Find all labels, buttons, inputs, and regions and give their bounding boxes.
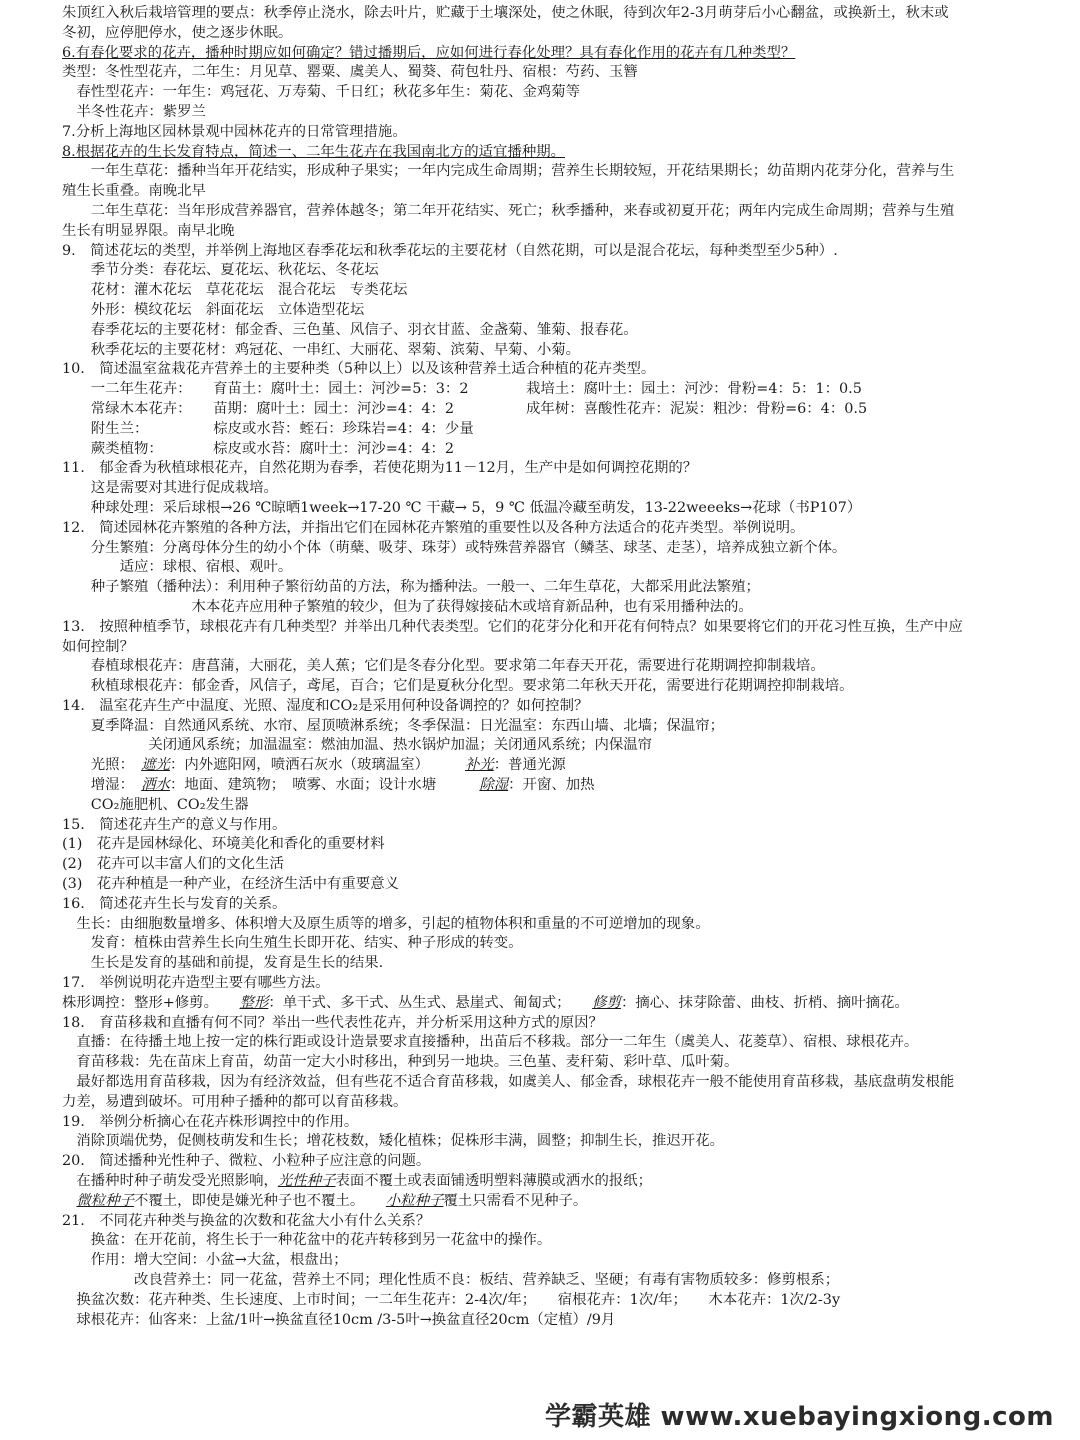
text-line [62, 539, 1057, 559]
text-line [62, 83, 1057, 103]
text-segment: (1) 花卉是园林绿化、环境美化和香化的重要材料 [62, 836, 385, 853]
text-line [62, 1311, 1057, 1331]
text-line [62, 835, 1057, 855]
text-segment: 19. 举例分析摘心在花卉株形调控中的作用。 [62, 1113, 359, 1130]
text-line [62, 301, 1057, 321]
text-line [62, 281, 1057, 301]
text-segment: ：内外遮阳网，喷洒石灰水（玻璃温室） [169, 757, 465, 774]
text-segment: 换盆：在开花前，将生长于一种花盆中的花卉转移到另一花盆中的操作。 [62, 1232, 552, 1249]
text-segment [62, 1193, 76, 1209]
text-segment: 15. 简述花卉生产的意义与作用。 [62, 816, 287, 833]
text-segment: ：单干式、多干式、丛生式、悬崖式、匍匐式； [268, 994, 593, 1011]
text-line [62, 242, 1057, 262]
text-line [62, 222, 1057, 242]
text-segment: 生长有明显界限。南早北晚 [62, 222, 235, 239]
text-segment: 不覆土，即使是嫌光种子也不覆土。 [133, 1192, 386, 1209]
emphasized-term: 遮光 [141, 757, 170, 774]
emphasized-term: 除湿 [479, 777, 509, 794]
text-line [62, 499, 1057, 519]
text-segment: 生长是发育的基础和前提，发育是生长的结果. [62, 955, 384, 972]
text-line [62, 1251, 1057, 1271]
text-line [62, 1212, 1057, 1232]
text-line [62, 519, 1057, 539]
text-line [62, 1231, 1057, 1251]
text-segment: 在播种时种子萌发受光照影响， [62, 1173, 278, 1190]
text-segment: 作用：增大空间：小盆→大盆，根盘出； [62, 1252, 348, 1269]
text-segment: 半冬性花卉：紫罗兰 [62, 103, 206, 120]
emphasized-term: 补光 [464, 757, 494, 774]
text-segment: 10. 简述温室盆栽花卉营养土的主要种类（5种以上）以及该种营养土适合种植的花卉类型。 [62, 361, 656, 378]
text-segment: 7.分析上海地区园林景观中园林花卉的日常管理措施。 [62, 123, 407, 140]
text-line [62, 578, 1057, 598]
text-segment: 蕨类植物： 棕皮或水苔：腐叶土：河沙=4：4：2 [62, 440, 455, 457]
emphasized-term: 微粒种子 [76, 1192, 134, 1209]
text-segment: 18. 育苗移栽和直播有何不同？举出一些代表性花卉，并分析采用这种方式的原因？ [62, 1014, 603, 1031]
text-segment: 春季花坛的主要花材：郁金香、三色堇、风信子、羽衣甘蓝、金盏菊、雏菊、报春花。 [62, 321, 638, 338]
text-line [62, 24, 1057, 44]
text-line [62, 875, 1057, 895]
text-segment: 关闭通风系统；加温温室：燃油加温、热水锅炉加温；关闭通风系统；内保温帘 [62, 737, 653, 754]
text-line [62, 1093, 1057, 1113]
emphasized-term: 光性种子 [277, 1173, 336, 1190]
text-segment: (3) 花卉种植是一种产业，在经济生活中有重要意义 [62, 876, 399, 893]
text-segment: 增湿： [62, 777, 142, 794]
document-body [62, 4, 1057, 1330]
text-segment: ：摘心、抹芽除蕾、曲枝、折梢、摘叶摘花。 [620, 994, 909, 1011]
text-segment: 夏季降温：自然通风系统、水帘、屋顶喷淋系统；冬季保温：日光温室：东西山墙、北墙；保温帘； [62, 717, 724, 734]
text-line [62, 1172, 1057, 1192]
text-segment: 球根花卉：仙客来：上盆/1叶→换盆直径10cm /3-5叶→换盆直径20cm（定植）/9月 [62, 1311, 616, 1328]
text-segment: 光照： [62, 757, 142, 774]
text-line [62, 63, 1057, 83]
text-segment: 育苗移栽：先在苗床上育苗，幼苗一定大小时移出，种到另一地块。三色堇、麦秆菊、彩叶草、瓜叶菊。 [62, 1054, 739, 1071]
text-segment: 木本花卉应用种子繁殖的较少，但为了获得嫁接砧木或培育新品种，也有采用播种法的。 [62, 598, 753, 615]
text-segment: (2) 花卉可以丰富人们的文化生活 [62, 856, 284, 873]
text-segment: 外形：模纹花坛 斜面花坛 立体造型花坛 [62, 301, 365, 318]
text-line [62, 143, 1057, 163]
text-segment: 这是需要对其进行促成栽培。 [62, 480, 278, 497]
text-line [62, 756, 1057, 776]
text-line [62, 162, 1057, 182]
text-line [62, 479, 1057, 499]
text-segment: 花材：灌木花坛 草花花坛 混合花坛 专类花坛 [62, 282, 408, 299]
text-segment: CO₂施肥机、CO₂发生器 [62, 796, 249, 813]
text-segment: 16. 简述花卉生长与发育的关系。 [62, 895, 287, 912]
text-segment: 常绿木本花卉： 苗期：腐叶土：园土：河沙=4：4：2 成年树：喜酸性花卉：泥炭：粗沙：骨粉=6：4：0.5 [62, 400, 868, 417]
text-line [62, 1291, 1057, 1311]
text-segment: 一年生草花：播种当年开花结实，形成种子果实；一年内完成生命周期；营养生长期较短，开花结果期长；幼苗期内花芽分化，营养与生 [62, 163, 955, 180]
emphasized-term: 6.有春化要求的花卉，播种时期应如何确定？错过播期后，应如何进行春化处理？具有春化作用的花卉有几种类型？ [62, 44, 796, 61]
text-segment: 20. 简述播种光性种子、微粒、小粒种子应注意的问题。 [62, 1153, 431, 1170]
text-segment: 附生兰： 棕皮或水苔：蛭石：珍珠岩=4：4：少量 [62, 420, 474, 437]
text-line [62, 400, 1057, 420]
text-segment: 直播：在待播土地上按一定的株行距或设计造景要求直接播种，出苗后不移栽。部分一二年生（虞美人、花菱草）、宿根、球根花卉。 [62, 1034, 919, 1051]
text-segment: 二年生草花：当年形成营养器官，营养体越冬；第二年开花结实、死亡；秋季播种，来春或初夏开花；两年内完成生命周期；营养与生殖 [62, 202, 955, 219]
text-segment: 21. 不同花卉种类与换盆的次数和花盆大小有什么关系？ [62, 1212, 431, 1229]
text-segment: 冬初，应停肥停水，使之逐步休眠。 [62, 24, 293, 41]
text-segment: 力差，易遭到破坏。可用种子播种的都可以育苗移栽。 [62, 1093, 408, 1110]
text-segment: 消除顶端优势，促侧枝萌发和生长；增花枝数，矮化植株；促株形丰满，圆整；抑制生长，推迟开花。 [62, 1133, 724, 1150]
text-line [62, 459, 1057, 479]
text-segment: ：地面、建筑物； 喷雾、水面；设计水塘 [169, 777, 480, 794]
text-line [62, 994, 1057, 1014]
text-segment: 覆土只需看不见种子。 [443, 1192, 588, 1209]
text-line [62, 202, 1057, 222]
text-line [62, 915, 1057, 935]
text-line [62, 360, 1057, 380]
text-segment: 最好都选用育苗移栽，因为有经济效益，但有些花不适合育苗移栽，如虞美人、郁金香，球根花卉一般不能使用育苗移栽，基底盘萌发根能 [62, 1074, 955, 1091]
text-segment: 适应：球根、宿根、观叶。 [62, 559, 293, 576]
text-segment: ：普通光源 [493, 757, 566, 774]
text-line [62, 321, 1057, 341]
text-segment: 春植球根花卉：唐菖蒲，大丽花，美人蕉；它们是冬春分化型。要求第二年春天开花，需要进行花期调控抑制栽培。 [62, 658, 825, 675]
text-line [62, 1033, 1057, 1053]
text-line [62, 440, 1057, 460]
text-segment: 殖生长重叠。南晚北早 [62, 183, 206, 200]
text-line [62, 1192, 1057, 1212]
emphasized-term: 整形 [239, 994, 269, 1011]
text-line [62, 657, 1057, 677]
text-segment: 12. 简述园林花卉繁殖的各种方法，并指出它们在园林花卉繁殖的重要性以及各种方法适合的花卉类型。举例说明。 [62, 519, 805, 536]
text-line [62, 4, 1057, 24]
text-line [62, 816, 1057, 836]
text-line [62, 736, 1057, 756]
text-segment: 表面不覆土或表面铺透明塑料薄膜或洒水的报纸； [335, 1173, 653, 1190]
text-line [62, 677, 1057, 697]
text-segment: 换盆次数：花卉种类、生长速度、上市时间；一二年生花卉：2-4次/年； 宿根花卉：1次/年； 木本花卉：1次/2-3y [62, 1291, 841, 1308]
text-segment: 9. 简述花坛的类型，并举例上海地区春季花坛和秋季花坛的主要花材（自然花期，可以是混合花坛，每种类型至少5种）. [62, 242, 838, 259]
text-line [62, 776, 1057, 796]
text-line [62, 182, 1057, 202]
text-line [62, 618, 1057, 638]
text-line [62, 1073, 1057, 1093]
text-segment: 秋季花坛的主要花材：鸡冠花、一串红、大丽花、翠菊、滨菊、早菊、小菊。 [62, 341, 581, 358]
text-segment: 种子繁殖（播种法）：利用种子繁衍幼苗的方法，称为播种法。一般一、二年生草花，大都采用此法繁殖； [62, 579, 760, 596]
text-segment: 17. 举例说明花卉造型主要有哪些方法。 [62, 975, 330, 992]
text-line [62, 895, 1057, 915]
text-line [62, 638, 1057, 658]
text-line [62, 796, 1057, 816]
text-segment: 如何控制？ [62, 638, 134, 655]
text-line [62, 1132, 1057, 1152]
text-line [62, 855, 1057, 875]
emphasized-term: 洒水 [141, 777, 170, 794]
text-line [62, 103, 1057, 123]
text-segment: 春性型花卉：一年生：鸡冠花、万寿菊、千日红；秋花多年生：菊花、金鸡菊等 [62, 84, 581, 101]
text-segment: 生长：由细胞数量增多、体积增大及原生质等的增多，引起的植物体积和重量的不可逆增加的现象。 [62, 915, 710, 932]
text-segment: 株形调控：整形+修剪。 [62, 994, 240, 1011]
watermark: 学霸英雄 www.xuebayingxiong.com [545, 1402, 1054, 1432]
text-line [62, 954, 1057, 974]
emphasized-term: 8.根据花卉的生长发育特点，简述一、二年生花卉在我国南北方的适宜播种期。 [62, 143, 566, 160]
text-line [62, 261, 1057, 281]
text-line [62, 1271, 1057, 1291]
emphasized-term: 修剪 [592, 994, 621, 1011]
text-segment: 一二年生花卉： 育苗土：腐叶土：园土：河沙=5：3：2 栽培土：腐叶土：园土：河沙：骨粉=4：5：1：0.5 [62, 381, 862, 398]
text-segment: 11. 郁金香为秋植球根花卉，自然花期为春季，若使花期为11－12月，生产中是如何调控花期的？ [62, 460, 698, 477]
text-segment: 季节分类：春花坛、夏花坛、秋花坛、冬花坛 [62, 262, 379, 279]
text-line [62, 974, 1057, 994]
text-line [62, 1053, 1057, 1073]
text-line [62, 598, 1057, 618]
text-line [62, 717, 1057, 737]
text-line [62, 1113, 1057, 1133]
text-segment: 种球处理：采后球根→26 ℃晾晒1week→17-20 ℃ 干藏→ 5，9 ℃ 低温冷藏至萌发，13-22weeeks→花球（书P107） [62, 499, 862, 516]
text-segment: 朱顶红入秋后栽培管理的要点：秋季停止浇水，除去叶片，贮藏于土壤深处，使之休眠，待到次年2-3月萌芽后小心翻盆，或换新土，秋末或 [62, 5, 949, 21]
text-segment: 类型：冬性型花卉，二年生：月见草、罂粟、虞美人、蜀葵、荷包牡丹、宿根：芍药、玉簪 [62, 64, 638, 81]
text-line [62, 341, 1057, 361]
emphasized-term: 小粒种子 [385, 1192, 444, 1209]
text-line [62, 123, 1057, 143]
text-segment: 发育：植株由营养生长向生殖生长即开花、结实、种子形成的转变。 [62, 935, 523, 952]
text-segment: 13. 按照种植季节，球根花卉有几种类型？并举出几种代表类型。它们的花芽分化和开花有何特点？如果要将它们的开花习性互换，生产中应 [62, 618, 963, 635]
text-line [62, 697, 1057, 717]
text-line [62, 934, 1057, 954]
text-segment: ：开窗、加热 [508, 777, 595, 794]
text-segment: 秋植球根花卉：郁金香，风信子，鸢尾，百合；它们是夏秋分化型。要求第二年秋天开花，需要进行花期调控抑制栽培。 [62, 678, 854, 695]
text-segment: 14. 温室花卉生产中温度、光照、湿度和CO₂是采用何种设备调控的？如何控制？ [62, 697, 589, 714]
text-line [62, 1014, 1057, 1034]
text-segment: 分生繁殖：分离母体分生的幼小个体（萌蘖、吸芽、珠芽）或特殊营养器官（鳞茎、球茎、走茎），培养成独立新个体。 [62, 539, 847, 556]
text-segment: 改良营养土：同一花盆，营养土不同；理化性质不良：板结、营养缺乏、坚硬；有毒有害物质较多：修剪根系； [62, 1272, 840, 1288]
text-line [62, 558, 1057, 578]
text-line [62, 1152, 1057, 1172]
text-line [62, 44, 1057, 64]
text-line [62, 420, 1057, 440]
text-line [62, 380, 1057, 400]
